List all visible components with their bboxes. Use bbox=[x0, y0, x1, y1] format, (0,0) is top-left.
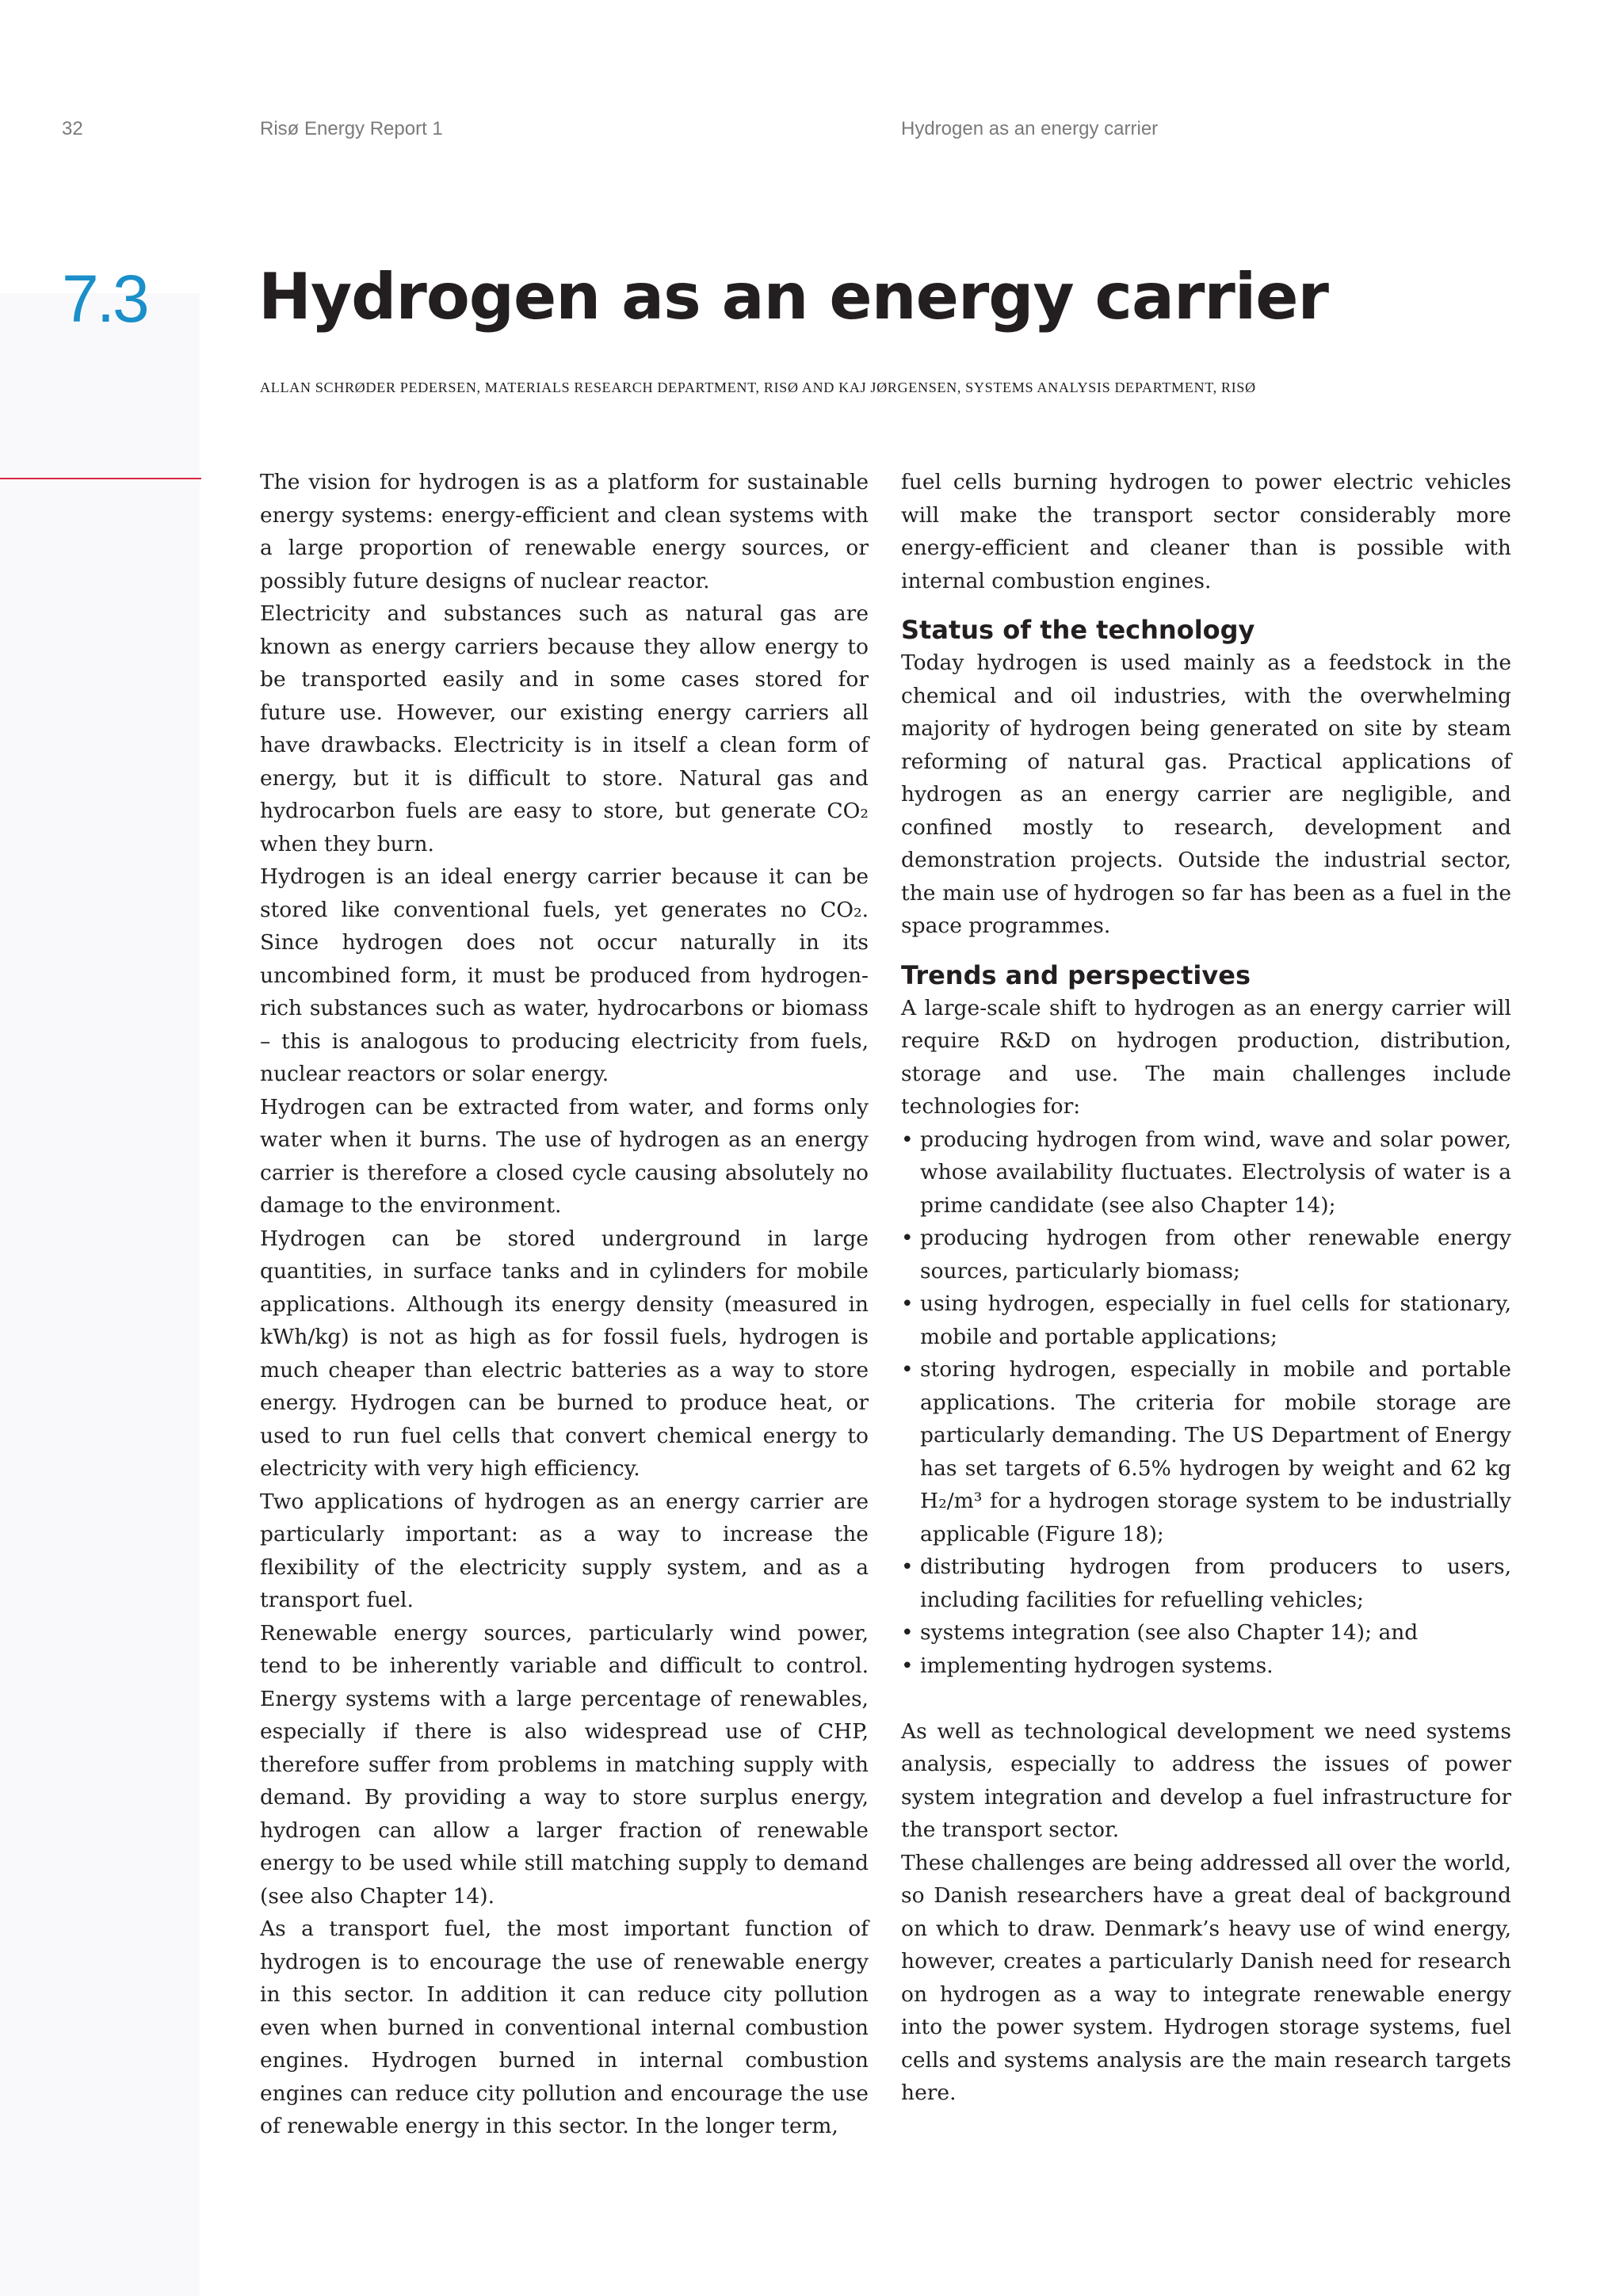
list-item bbox=[901, 1353, 1511, 1550]
paragraph: As a transport fuel, the most important function of hydrogen is to encourage the use of renewable energy in this sector. In addition it can reduce city pollution even when burned in conventional internal combustion engines. Hydrogen burned in internal combustion engines can reduce city pollution and encourage the use of renewable energy in this sector. In the longer term, bbox=[260, 1917, 869, 2138]
section-heading-status: Status of the technology bbox=[901, 615, 1255, 645]
bullet-icon: • bbox=[901, 1226, 914, 1250]
paragraph: Today hydrogen is used mainly as a feedstock in the chemical and oil industries, with the overwhelming majority of hydrogen being generated on site by steam reforming of natural gas. Practical applications of hydrogen as an energy carrier are negligible, and confined mostly to research, development and demonstration projects. Outside the industrial sector, the main use of hydrogen so far has been as a fuel in the space programmes. bbox=[901, 650, 1511, 938]
section-number: 7.3 bbox=[62, 261, 147, 336]
challenge-list bbox=[901, 1123, 1511, 1683]
margin-rule bbox=[0, 478, 201, 479]
bullet-icon: • bbox=[901, 1620, 914, 1645]
spacer bbox=[901, 1682, 1511, 1715]
bullet-icon: • bbox=[901, 1554, 914, 1579]
spacer bbox=[901, 943, 1511, 959]
list-item-text: producing hydrogen from other renewable energy sources, particularly biomass; bbox=[920, 1226, 1511, 1283]
paragraph: As well as technological development we need systems analysis, especially to address the issues of power system integration and develop a fuel infrastructure for the transport sector. bbox=[901, 1718, 1511, 1842]
byline: ALLAN SCHRØDER PEDERSEN, MATERIALS RESEARCH DEPARTMENT, RISØ AND KAJ JØRGENSEN, SYSTEMS ANALYSIS DEPARTMENT, RISØ bbox=[260, 379, 1256, 395]
left-column bbox=[260, 466, 869, 2143]
spacer bbox=[901, 597, 1511, 613]
list-item bbox=[901, 1123, 1511, 1222]
list-item bbox=[901, 1222, 1511, 1287]
paragraph: A large-scale shift to hydrogen as an energy carrier will require R&D on hydrogen production, distribution, storage and use. The main challenges include technologies for: bbox=[901, 995, 1511, 1119]
paragraph: fuel cells burning hydrogen to power electric vehicles will make the transport sector considerably more energy-efficient and cleaner than is possible with internal combustion engines. bbox=[901, 470, 1511, 593]
paragraph: Hydrogen can be stored underground in large quantities, in surface tanks and in cylinders for mobile applications. Although its energy density (measured in kWh/kg) is not as high as for fossil fuels, hydrogen is much cheaper than electric batteries as a way to store energy. Hydrogen can be burned to produce heat, or used to run fuel cells that convert chemical energy to electricity with very high efficiency. bbox=[260, 1226, 869, 1481]
sidebar-band bbox=[0, 293, 200, 2296]
section-heading-trends: Trends and perspectives bbox=[901, 959, 1251, 990]
list-item bbox=[901, 1616, 1511, 1650]
paragraph: Hydrogen can be extracted from water, and forms only water when it burns. The use of hydrogen as an energy carrier is therefore a closed cycle causing absolutely no damage to the environment. bbox=[260, 1094, 869, 1218]
list-item bbox=[901, 1287, 1511, 1353]
paragraph: Hydrogen is an ideal energy carrier because it can be stored like conventional fuels, yet generates no CO₂. Since hydrogen does not occur naturally in its uncombined form, it must be produced from hydrogen-rich substances such as water, hydrocarbons or biomass – this is analogous to producing electricity from fuels, nuclear reactors or solar energy. bbox=[260, 864, 869, 1086]
list-item-text: storing hydrogen, especially in mobile and portable applications. The criteria for mobile storage are particularly demanding. The US Department of Energy has set targets of 6.5% hydrogen by weight and 62 kg H₂/m³ for a hydrogen storage system to be industrially applicable (Figure 18); bbox=[920, 1357, 1511, 1547]
list-item-text: using hydrogen, especially in fuel cells for stationary, mobile and portable applications; bbox=[920, 1291, 1511, 1349]
bullet-icon: • bbox=[901, 1291, 914, 1316]
paragraph: The vision for hydrogen is as a platform for sustainable energy systems: energy-efficient and clean systems with a large proportion of renewable energy sources, or possibly future designs of nuclear reactor. bbox=[260, 470, 869, 593]
list-item-text: distributing hydrogen from producers to users, including facilities for refuelling vehicles; bbox=[920, 1554, 1511, 1612]
bullet-icon: • bbox=[901, 1653, 914, 1678]
list-item bbox=[901, 1550, 1511, 1616]
right-column bbox=[901, 466, 1511, 2110]
paragraph: Electricity and substances such as natural gas are known as energy carriers because they allow energy to be transported easily and in some cases stored for future use. However, our existing energy carriers all have drawbacks. Electricity is in itself a clean form of energy, but it is difficult to store. Natural gas and hydrocarbon fuels are easy to store, but generate CO₂ when they burn. bbox=[260, 601, 869, 856]
publication-title: Risø Energy Report 1 bbox=[260, 118, 443, 139]
list-item bbox=[901, 1650, 1511, 1683]
bullet-icon: • bbox=[901, 1127, 914, 1152]
bullet-icon: • bbox=[901, 1357, 914, 1382]
paragraph: These challenges are being addressed all over the world, so Danish researchers have a great deal of background on which to draw. Denmark’s heavy use of wind energy, however, creates a particularly Danish need for research on hydrogen as a way to integrate renewable energy into the power system. Hydrogen storage systems, fuel cells and systems analysis are the main research targets here. bbox=[901, 1850, 1511, 2105]
running-title: Hydrogen as an energy carrier bbox=[901, 118, 1159, 139]
paragraph: Two applications of hydrogen as an energy carrier are particularly important: as a way to increase the flexibility of the electricity supply system, and as a transport fuel. bbox=[260, 1489, 869, 1612]
page-title: Hydrogen as an energy carrier bbox=[258, 260, 1328, 334]
page-number: 32 bbox=[62, 118, 83, 139]
paragraph: Renewable energy sources, particularly wind power, tend to be inherently variable and difficult to control. Energy systems with a large percentage of renewables, especially if there is also widespread use of CHP, therefore suffer from problems in matching supply with demand. By providing a way to store surplus energy, hydrogen can allow a larger fraction of renewable energy to be used while still matching supply to demand (see also Chapter 14). bbox=[260, 1620, 869, 1909]
list-item-text: systems integration (see also Chapter 14); and bbox=[920, 1620, 1419, 1645]
list-item-text: implementing hydrogen systems. bbox=[920, 1653, 1274, 1678]
list-item-text: producing hydrogen from wind, wave and solar power, whose availability fluctuates. Electrolysis of water is a prime candidate (see also Chapter 14); bbox=[920, 1127, 1511, 1218]
